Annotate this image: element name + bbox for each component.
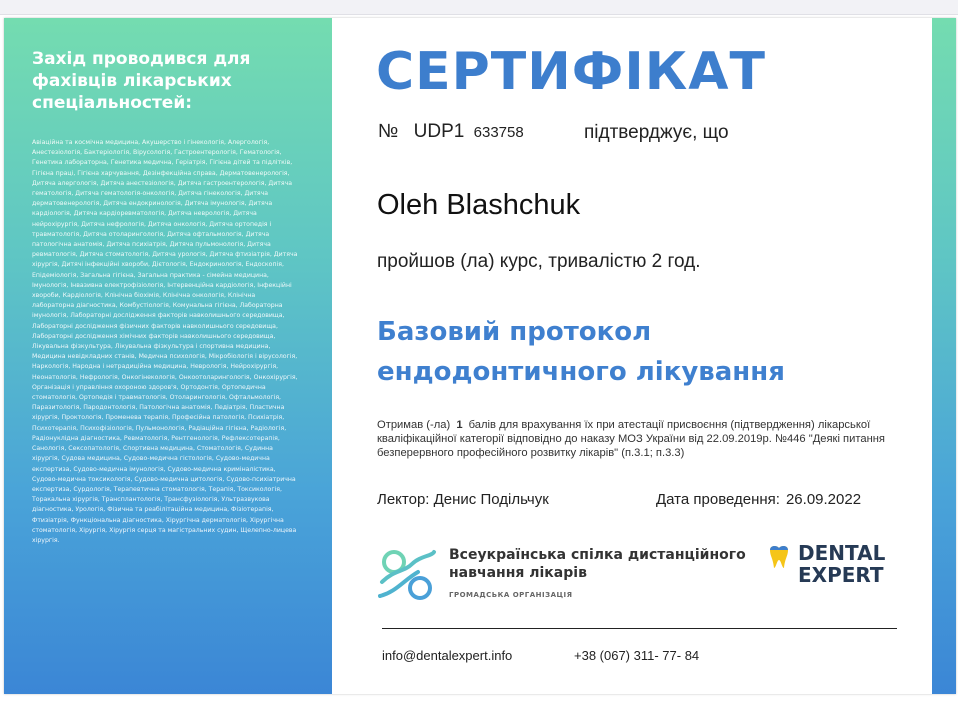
number-sign: № <box>378 121 399 142</box>
date-label: Дата проведення: <box>656 491 780 508</box>
contact-email: info@dentalexpert.info <box>382 648 513 663</box>
association-subtitle: ГРОМАДСЬКА ОРГАНІЗАЦІЯ <box>449 591 573 599</box>
dental-word: DENTAL <box>798 541 886 565</box>
certificate-title: СЕРТИФІКАТ <box>376 42 766 102</box>
expert-word: EXPERT <box>798 563 884 587</box>
certificate-sheet <box>4 18 956 694</box>
footer-divider <box>382 628 897 629</box>
confirms-text: підтверджує, що <box>584 122 729 143</box>
certificate-number <box>378 121 524 143</box>
specialties-panel <box>4 18 332 694</box>
course-duration-text: пройшов (ла) курс, тривалістю 2 год. <box>377 251 701 272</box>
event-date <box>656 491 861 508</box>
association-logo-icon <box>374 542 440 608</box>
specialties-heading: Захід проводився для фахівців лікарських спеціальностей: <box>32 49 251 113</box>
association-name: Всеукраїнська спілка дистанційного навчання лікарів <box>449 547 746 581</box>
points-statement <box>377 418 897 460</box>
specialties-list: Авіаційна та космічна медицина, Акушерство і гінекологія, Алергологія, Анестезіологія, Бактеріологія, Вірусологія, Гастроентерологія, Гематологія, Генетика лабораторна, Генетика медична, Геріатрія, Гігієна дітей та підлітків, Гігієна праці, Гігієна харчування, Дезінфекційна справа, Дерматовенерологія, Дитяча алергологія, Дитяча анестезіологія, Дитяча гастроентерологія, Дитяча гематологія, Дитяча гематологія-онкологія, Дитяча гінекологія, Дитяча дерматовенерологія, Дитяча ендокринологія, Дитяча імунологія, Дитяча кардіологія, Дитяча кардіоревматологія, Дитяча неврологія, Дитяча нейрохірургія, Дитяча нефрологія, Дитяча онкологія, Дитяча ортопедія і травматологія, Дитяча отоларингологія, Дитяча офтальмологія, Дитяча патологічна анатомія, Дитяча психіатрія, Дитяча пульмонологія, Дитяча ревматологія, Дитяча стоматологія, Дитяча урологія, Дитяча фтизіатрія, Дитяча хірургія, Дитячі інфекційні хвороби, Дієтологія, Ендокринологія, Ендоскопія, Епідеміологія, Загальна гігієна, Загальна практика - сімейна медицина, Імунологія, Інвазивна електрофізіологія, Інтервенційна кардіологія, Інфекційні хвороби, Кардіологія, Клінічна біохімія, Клінічна онкологія, Клінічна лабораторна діагностика, Комбустіологія, Комунальна гігієна, Лабораторна імунологія, Лабораторні дослідження факторів навколишнього середовища, Лабораторні дослідження фізичних факторів навколишнього середовища, Лабораторні дослідження хімічних факторів навколишнього середовища, Лікувальна фізкультура, Лікувальна фізкультура і спортивна медицина, Медицина невідкладних станів, Медична психологія, Мікробіологія і вірусологія, Наркологія, Народна і нетрадиційна медицина, Неврологія, Нейрохірургія, Неонатологія, Нефрологія, Онкогінекологія, Онкоотоларингологія, Онкохірургія, Організація і управління охороною здоров'я, Ортодонтія, Ортопедична стоматологія, Ортопедія і травматологія, Отоларингологія, Офтальмологія, Паразитологія, Пародонтологія, Патологічна анатомія, Педіатрія, Пластична хірургія, Проктологія, Променева терапія, Професійна патологія, Психіатрія, Психотерапія, Психофізіологія, Пульмонологія, Радіаційна гігієна, Радіологія, Радіонуклідна діагностика, Ревматологія, Рентгенологія, Рефлексотерапія, Санологія, Сексопатологія, Спортивна медицина, Стоматологія, Судинна хірургія, Судова медицина, Судово-медична гістологія, Судово-медична експертиза, Судово-медична імунологія, Судово-медична криміналістика, Судово-медична токсикологія, Судово-медична цитологія, Судово-психіатрична експертиза, Сурдологія, Терапевтична стоматологія, Терапія, Токсикологія, Торакальна хірургія, Трансплантологія, Трансфузіологія, Ультразвукова діагностика, Урологія, Фізична та реабілітаційна медицина, Фізіотерапія, Фтизіатрія, Функціональна діагностика, Хірургічна дерматологія, Хірургічна стоматологія, Хірургія, Хірургія серця та магістральних судин, Щелепно-лицева хірургія. <box>32 139 298 544</box>
contact-phone: +38 (067) 311- 77- 84 <box>574 648 700 663</box>
points-value: 1 <box>456 419 463 431</box>
date-value: 26.09.2022 <box>785 491 862 508</box>
dental-expert-logo <box>766 542 896 588</box>
number-series: UDP1 <box>413 121 465 142</box>
course-title: Базовий протокол ендодонтичного лікування <box>377 317 785 387</box>
viewer-top-bar <box>0 0 958 15</box>
participant-name: Oleh Blashchuk <box>377 189 581 221</box>
tooth-icon <box>766 544 792 570</box>
decorative-side-strip <box>932 18 956 694</box>
dental-expert-wordmark <box>798 542 885 586</box>
lecturer: Лектор: Денис Подільчук <box>377 491 549 508</box>
points-text: балів для врахування їх при атестації присвоєння (підтвердження) лікарської кваліфікаційної категорії відповідно до наказу МОЗ України від 22.09.2019р. №446 "Деякі питання безперервного професійного розвитку лікарів" (п.3.1; п.3.3) <box>377 419 885 459</box>
points-prefix: Отримав (-ла) <box>377 419 451 431</box>
number-digits: 633758 <box>473 124 524 141</box>
